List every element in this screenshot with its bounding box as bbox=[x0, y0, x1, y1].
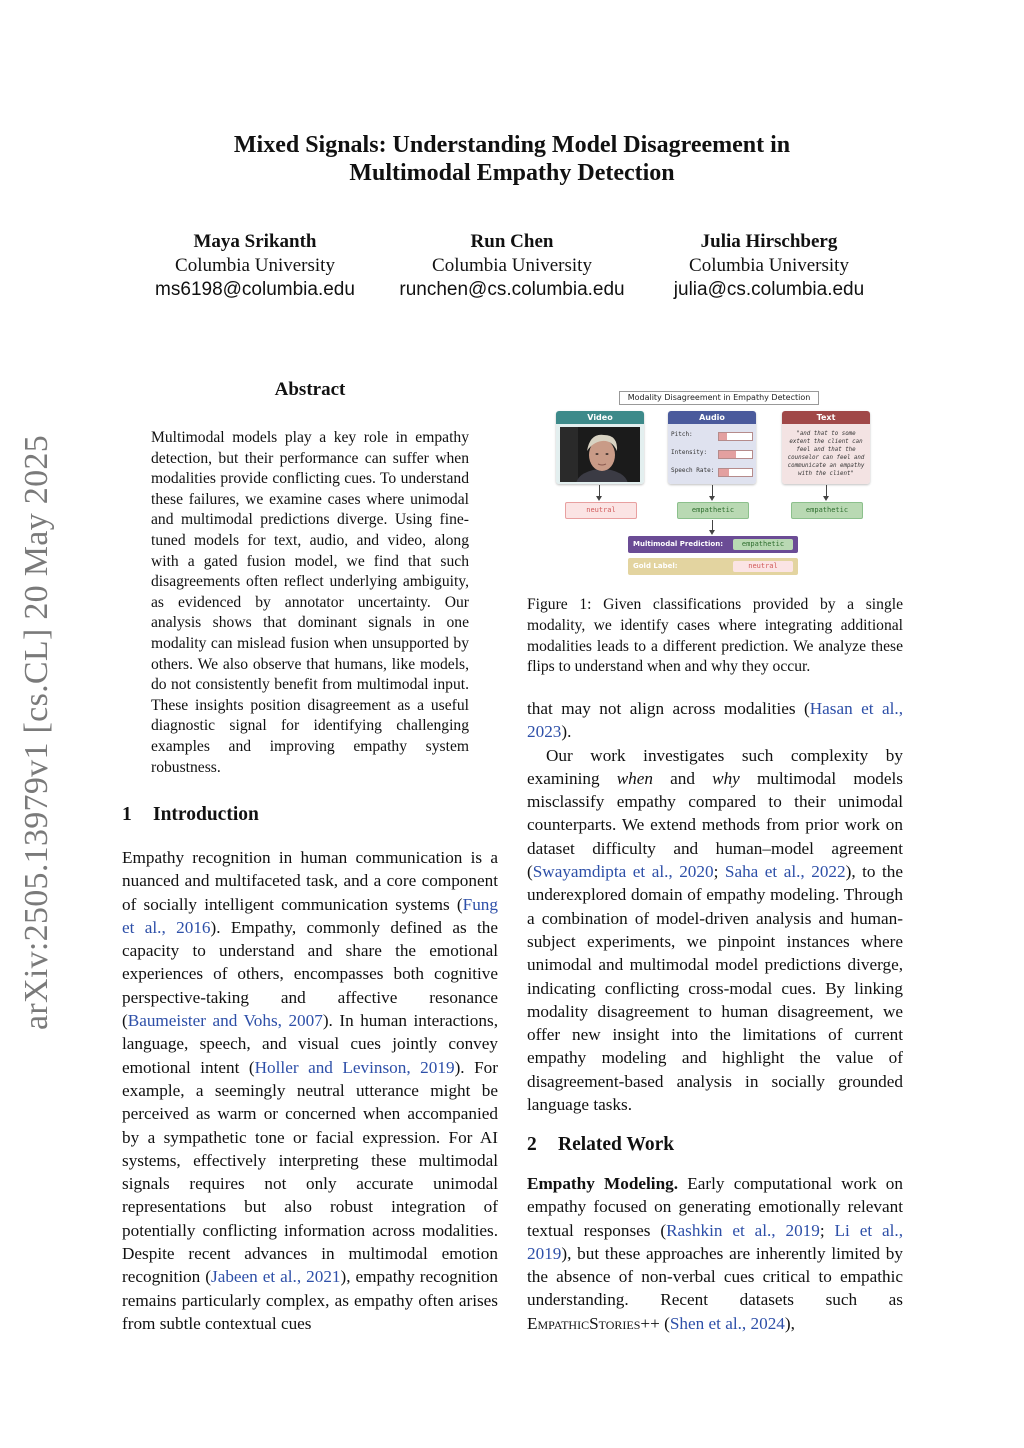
citation-link[interactable]: Swayamdipta et al., 2020 bbox=[532, 862, 714, 882]
citation-link[interactable]: Fung et al., 2016 bbox=[122, 894, 498, 937]
author-email[interactable]: ms6198@columbia.edu bbox=[155, 279, 355, 300]
section-title: Related Work bbox=[558, 1134, 675, 1155]
author-2 bbox=[377, 230, 647, 302]
arrow-down-icon bbox=[599, 485, 600, 497]
citation-link[interactable]: Rashkin et al., 2019 bbox=[666, 1220, 820, 1240]
author-affiliation: Columbia University bbox=[689, 255, 849, 276]
emphasis: when bbox=[616, 768, 653, 788]
feature-bar-fill bbox=[719, 469, 729, 476]
text-run: ). Empathy, commonly defined as the capacity to understand and share the emotional experiences of others, encompasses both cognitive perspective-taking and affective resonance ( bbox=[122, 917, 499, 1031]
paper-title bbox=[150, 131, 874, 187]
section-title: Introduction bbox=[153, 804, 259, 825]
text-prediction: empathetic bbox=[791, 502, 863, 519]
abstract-text: Multimodal models play a key role in empathy detection, but their performance can suffer when modalities provide conflicting cues. To understand these failures, we examine cases where unimodal and multimodal predictions diverge. Using fine-tuned models for text, audio, and video, along with a gated fusion model, we find that such disagreements often reflect underlying ambiguity, as evidenced by annotator uncertainty. Our analysis shows that dominant signals in one modality can mislead fusion when unsupported by others. We also observe that humans, like models, do not consistently benefit from multimodal input. These insights position disagreement as a useful diagnostic signal for identifying challenging examples and improving empathy system robustness. bbox=[151, 429, 469, 776]
text-run: ), to the underexplored domain of empathy modeling. Through a combination of model-driven analysis and human-subject experiments, we pinpoint instances where unimodal and multimodal model predictions diverge, indicating conflicting cross-modal cues. By linking modality disagreement to human disagreement, we offer new insight into the limitations of current empathy modeling and highlight the value of disagreement-based analysis in socially grounded language tasks. bbox=[527, 862, 904, 1115]
text-run: ( bbox=[659, 1313, 670, 1333]
text-run: ), bbox=[784, 1313, 795, 1333]
feature-label: Intensity: bbox=[671, 449, 708, 456]
author-affiliation: Columbia University bbox=[432, 255, 592, 276]
author-email[interactable]: julia@cs.columbia.edu bbox=[673, 279, 865, 300]
feature-bar bbox=[718, 450, 753, 459]
right-column-text bbox=[527, 697, 903, 1116]
abstract-heading: Abstract bbox=[274, 379, 346, 400]
audio-feature-speech-rate bbox=[671, 466, 753, 476]
text-run: ; bbox=[713, 862, 725, 882]
intro-paragraph bbox=[122, 846, 498, 1335]
citation-link[interactable]: Saha et al., 2022 bbox=[724, 862, 846, 882]
text-run: that may not align across modalities ( bbox=[527, 699, 810, 718]
feature-bar-fill bbox=[719, 451, 736, 458]
transcript-quote: "and that to some extent the client can feel and that the counselor can feel and communicate an empathy with the client" bbox=[782, 424, 870, 484]
audio-prediction: empathetic bbox=[677, 502, 749, 519]
figure-caption: Figure 1: Given classifications provided by a single modality, we identify cases where integrating additional modalities leads to a different prediction. We analyze these flips to understand when and why they occur. bbox=[527, 596, 903, 676]
author-name: Run Chen bbox=[470, 231, 554, 252]
text-run: Empathy recognition in human communication is a nuanced and multifaceted task, and a core component of socially intelligent communication systems ( bbox=[122, 848, 498, 914]
audio-feature-pitch bbox=[671, 430, 753, 440]
audio-feature-intensity bbox=[671, 448, 753, 458]
citation-link[interactable]: Holler and Levinson, 2019 bbox=[254, 1057, 455, 1077]
title-line-2: Multimodal Empathy Detection bbox=[349, 160, 675, 186]
citation-link[interactable]: Li et al., 2019 bbox=[527, 1220, 903, 1263]
arrow-down-icon bbox=[826, 485, 827, 497]
section-number: 2 bbox=[527, 1134, 537, 1155]
text-run: ), but these approaches are inherently limited by the absence of non-verbal cues critical to empathic understanding. Recent datasets such as bbox=[527, 1243, 903, 1310]
section-heading-related-work bbox=[527, 1134, 903, 1156]
dataset-name: EmpathicStories++ bbox=[527, 1313, 660, 1333]
feature-label: Pitch: bbox=[671, 431, 693, 438]
feature-label: Speech Rate: bbox=[671, 467, 715, 474]
arxiv-identifier: arXiv:2505.13979v1 [cs.CL] 20 May 2025 bbox=[18, 435, 55, 1030]
multimodal-prediction-value: empathetic bbox=[733, 539, 793, 550]
paragraph bbox=[527, 697, 903, 744]
citation-link[interactable]: Jabeen et al., 2021 bbox=[211, 1267, 341, 1287]
video-panel bbox=[556, 411, 644, 484]
author-1 bbox=[120, 230, 390, 302]
citation-link[interactable]: Shen et al., 2024 bbox=[669, 1313, 785, 1333]
text-panel bbox=[782, 411, 870, 484]
paragraph bbox=[527, 744, 903, 1117]
gold-label-value: neutral bbox=[733, 561, 793, 572]
figure-title: Modality Disagreement in Empathy Detection bbox=[619, 391, 819, 405]
text-run: ). bbox=[561, 722, 572, 742]
multimodal-prediction-label: Multimodal Prediction: bbox=[633, 540, 723, 548]
emphasis: why bbox=[712, 768, 740, 788]
text-panel-label: Text bbox=[782, 411, 870, 424]
author-affiliation: Columbia University bbox=[175, 255, 335, 276]
title-line-1: Mixed Signals: Understanding Model Disagreement in bbox=[233, 132, 791, 158]
section-number: 1 bbox=[122, 804, 132, 825]
related-work-paragraph bbox=[527, 1172, 903, 1335]
citation-link[interactable]: Hasan et al., 2023 bbox=[527, 699, 903, 742]
video-still-image bbox=[560, 427, 640, 482]
text-run: ), empathy recognition remains particularly complex, as empathy often arises from subtle contextual cues bbox=[122, 1267, 498, 1333]
text-run: and bbox=[652, 768, 713, 788]
section-heading-introduction bbox=[122, 804, 498, 826]
text-run: multimodal models misclassify empathy compared to their unimodal counterparts. We extend methods from prior work on dataset difficulty and human–model agreement ( bbox=[527, 768, 903, 882]
author-name: Maya Srikanth bbox=[193, 231, 317, 252]
citation-link[interactable]: Baumeister and Vohs, 2007 bbox=[127, 1011, 323, 1031]
text-run: ). For example, a seemingly neutral utterance might be perceived as warm or concerned when accompanied by a sympathetic tone or facial expression. For AI systems, effectively interpreting these multimodal signals requires not only accurate unimodal representations but also robust integration of potentially conflicting information across modalities. Despite recent advances in multimodal emotion recognition ( bbox=[122, 1057, 498, 1287]
gold-label-box bbox=[628, 558, 798, 575]
text-run: ). In human interactions, language, speech, and visual cues jointly convey emotional intent ( bbox=[122, 1011, 498, 1077]
author-name: Julia Hirschberg bbox=[700, 231, 838, 252]
feature-bar bbox=[718, 468, 753, 477]
text-run: Early computational work on empathy focused on generating emotionally relevant textual responses ( bbox=[527, 1174, 903, 1240]
arrow-down-icon bbox=[712, 485, 713, 497]
audio-panel bbox=[668, 411, 756, 484]
feature-bar-fill bbox=[719, 433, 727, 440]
arrow-down-icon bbox=[712, 520, 713, 531]
video-panel-label: Video bbox=[556, 411, 644, 424]
audio-panel-label: Audio bbox=[668, 411, 756, 424]
author-3 bbox=[634, 230, 904, 302]
gold-label-label: Gold Label: bbox=[633, 562, 678, 570]
video-prediction: neutral bbox=[565, 502, 637, 519]
figure-1 bbox=[552, 390, 877, 580]
text-run: Our work investigates such complexity by examining bbox=[527, 745, 903, 788]
feature-bar bbox=[718, 432, 753, 441]
paragraph-heading: Empathy Modeling. bbox=[527, 1174, 679, 1193]
multimodal-prediction-box bbox=[628, 536, 798, 553]
text-run: ; bbox=[819, 1220, 835, 1240]
author-email[interactable]: runchen@cs.columbia.edu bbox=[399, 279, 625, 300]
